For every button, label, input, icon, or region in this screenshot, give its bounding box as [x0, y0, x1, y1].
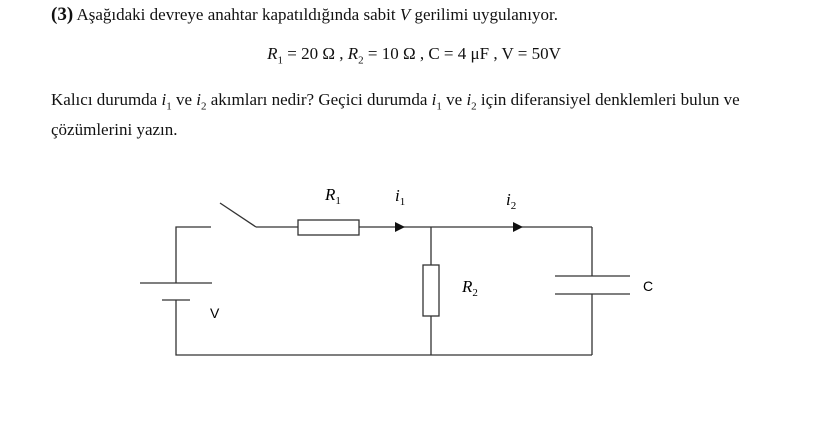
i1-subscript: 1 [166, 100, 172, 113]
body-text-3: için diferansiyel denklemleri bulun ve çözümlerini yazın. [51, 90, 740, 140]
c-label: C [643, 278, 654, 294]
voltage-value: V = 50V [501, 44, 561, 63]
conjunction: ve [175, 90, 192, 109]
i2-symbol: i [196, 90, 201, 109]
r1-subscript: 1 [277, 54, 283, 67]
body-text-2: akımları nedir? Geçici durumda [210, 90, 428, 109]
capacitance-value: C = 4 μF , [428, 44, 498, 63]
i1-label: $i_1$ [395, 186, 406, 208]
v-label: V [210, 305, 220, 321]
i1-symbol: i [161, 90, 167, 109]
r1-resistor [298, 220, 359, 235]
parameter-line [0, 44, 828, 66]
question-number: (3) [51, 4, 74, 25]
r2-symbol: R [347, 44, 359, 63]
r1-symbol: R [267, 44, 278, 63]
i2-subscript: 2 [471, 100, 477, 113]
intro-text-after: gerilimi uygulanıyor. [414, 5, 559, 24]
i1-subscript: 1 [436, 100, 442, 113]
body-text-1: Kalıcı durumda [51, 90, 158, 109]
i2-symbol: i [466, 90, 472, 109]
i2-label: $i_2$ [506, 190, 517, 212]
circuit-diagram [0, 170, 828, 370]
intro-variable: V [399, 5, 411, 24]
r2-resistor [423, 265, 439, 316]
battery-top-wire [176, 227, 211, 283]
switch-blade [220, 203, 256, 227]
r1-value: = 20 Ω , [287, 44, 344, 63]
conjunction: ve [446, 90, 463, 109]
bottom-wire [176, 300, 592, 355]
i1-symbol: i [431, 90, 437, 109]
intro-text-before: Aşağıdaki devreye anahtar kapatıldığında sabit [76, 5, 396, 24]
r2-subscript: 2 [358, 54, 364, 67]
i2-arrow-icon [513, 222, 523, 232]
r2-value: = 10 Ω , [367, 44, 425, 63]
r2-label: $R_2$ [462, 277, 478, 299]
i1-arrow-icon [395, 222, 405, 232]
question-body [51, 88, 791, 141]
question-statement [51, 4, 558, 26]
i2-subscript: 2 [200, 100, 207, 113]
r1-label: $R_1$ [325, 185, 341, 207]
